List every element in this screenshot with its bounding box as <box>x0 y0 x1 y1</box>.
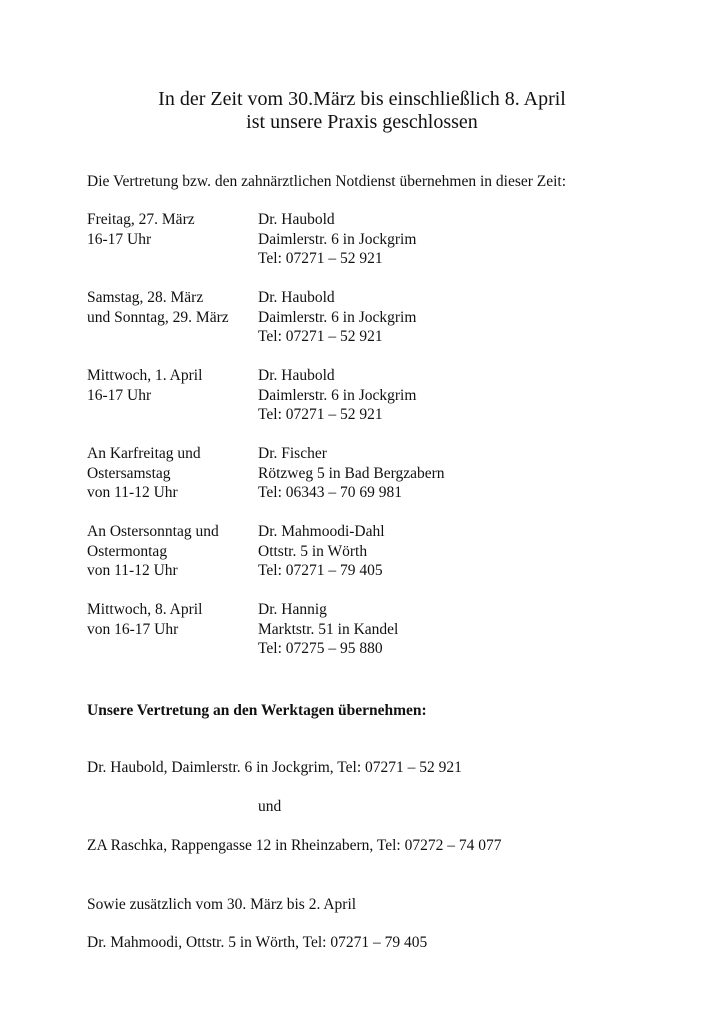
schedule-dentist <box>258 210 416 269</box>
schedule-dentist-line: Dr. Fischer <box>258 445 327 462</box>
schedule-dentist <box>258 444 445 503</box>
workday-dentist-2: ZA Raschka, Rappengasse 12 in Rheinzabern, Tel: 07272 – 74 077 <box>87 837 502 854</box>
schedule-dentist <box>258 600 398 659</box>
schedule-dentist-line: Dr. Haubold <box>258 367 335 384</box>
schedule-dentist-line: Daimlerstr. 6 in Jockgrim <box>258 308 417 326</box>
schedule-dentist-line: Tel: 07271 – 52 921 <box>258 328 383 345</box>
schedule-date <box>87 444 258 503</box>
emergency-schedule <box>87 210 687 678</box>
schedule-date-line: Mittwoch, 1. April <box>87 367 203 384</box>
schedule-date-line: Ostersamstag <box>87 464 171 482</box>
schedule-date-line: An Karfreitag und <box>87 445 201 462</box>
schedule-dentist-line: Dr. Haubold <box>258 211 335 228</box>
workday-dentist-3: Dr. Mahmoodi, Ottstr. 5 in Wörth, Tel: 07271 – 79 405 <box>87 934 428 951</box>
schedule-entry <box>87 522 687 581</box>
schedule-date-line: von 11-12 Uhr <box>87 562 178 579</box>
additional-period-text: Sowie zusätzlich vom 30. März bis 2. April <box>87 896 357 913</box>
title-line-1: In der Zeit vom 30.März bis einschließlich 8. April <box>158 88 566 110</box>
schedule-dentist <box>258 288 416 347</box>
schedule-dentist-line: Daimlerstr. 6 in Jockgrim <box>258 386 417 404</box>
schedule-date <box>87 210 258 269</box>
schedule-date-line: von 11-12 Uhr <box>87 484 178 501</box>
schedule-date-line: Mittwoch, 8. April <box>87 601 203 618</box>
conjunction-text: und <box>258 798 282 815</box>
schedule-date <box>87 522 258 581</box>
schedule-dentist-line: Tel: 06343 – 70 69 981 <box>258 484 403 501</box>
schedule-dentist-line: Tel: 07271 – 52 921 <box>258 406 383 423</box>
schedule-dentist <box>258 366 416 425</box>
schedule-entry <box>87 600 687 659</box>
page-title <box>0 88 724 134</box>
workday-dentist-1: Dr. Haubold, Daimlerstr. 6 in Jockgrim, Tel: 07271 – 52 921 <box>87 759 462 776</box>
schedule-dentist-line: Daimlerstr. 6 in Jockgrim <box>258 230 417 248</box>
schedule-date-line: und Sonntag, 29. März <box>87 308 229 326</box>
schedule-date-line: von 16-17 Uhr <box>87 620 179 638</box>
schedule-date <box>87 366 258 425</box>
intro-text: Die Vertretung bzw. den zahnärztlichen Notdienst übernehmen in dieser Zeit: <box>87 173 567 190</box>
schedule-date-line: 16-17 Uhr <box>87 230 152 248</box>
schedule-dentist-line: Tel: 07271 – 79 405 <box>258 562 383 579</box>
schedule-date-line: Ostermontag <box>87 542 168 560</box>
schedule-dentist-line: Tel: 07271 – 52 921 <box>258 250 383 267</box>
schedule-dentist-line: Rötzweg 5 in Bad Bergzabern <box>258 464 445 482</box>
schedule-date <box>87 288 258 347</box>
schedule-entry <box>87 288 687 347</box>
schedule-dentist-line: Ottstr. 5 in Wörth <box>258 542 368 560</box>
workdays-heading: Unsere Vertretung an den Werktagen übernehmen: <box>87 702 427 719</box>
schedule-entry <box>87 444 687 503</box>
schedule-entry <box>87 366 687 425</box>
schedule-dentist-line: Dr. Haubold <box>258 289 335 306</box>
schedule-entry <box>87 210 687 269</box>
schedule-dentist <box>258 522 385 581</box>
title-line-2: ist unsere Praxis geschlossen <box>246 111 478 133</box>
schedule-date-line: Samstag, 28. März <box>87 289 204 306</box>
schedule-date-line: 16-17 Uhr <box>87 386 152 404</box>
schedule-date-line: An Ostersonntag und <box>87 523 219 540</box>
schedule-dentist-line: Dr. Hannig <box>258 601 327 618</box>
schedule-dentist-line: Marktstr. 51 in Kandel <box>258 620 399 638</box>
schedule-date-line: Freitag, 27. März <box>87 211 195 228</box>
schedule-dentist-line: Tel: 07275 – 95 880 <box>258 640 383 657</box>
schedule-dentist-line: Dr. Mahmoodi-Dahl <box>258 523 385 540</box>
schedule-date <box>87 600 258 659</box>
